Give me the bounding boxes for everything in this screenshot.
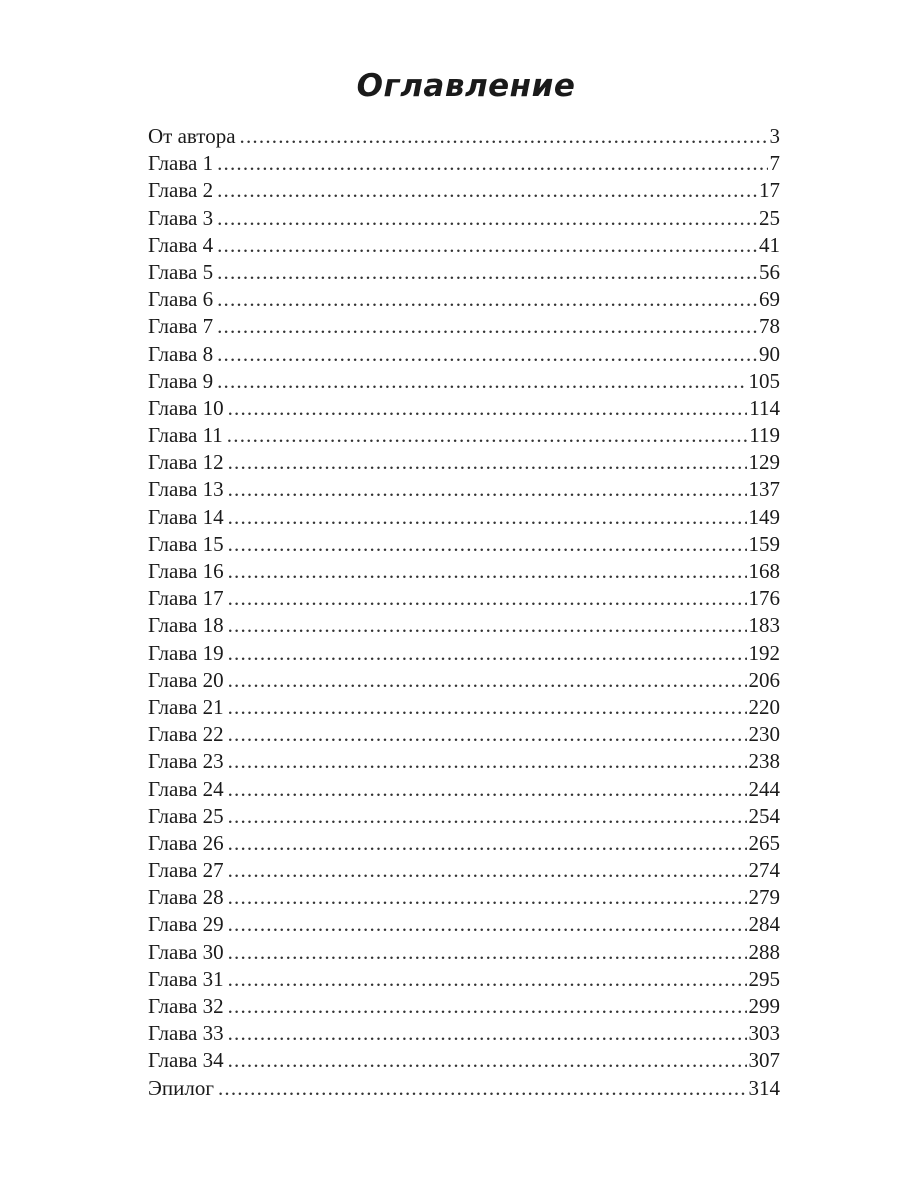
toc-entry bbox=[148, 531, 780, 558]
toc-entry-page-number: 7 bbox=[769, 151, 780, 176]
dot-leader bbox=[228, 1047, 747, 1074]
toc-entry-label: Глава 19 bbox=[148, 640, 224, 665]
toc-entry bbox=[148, 558, 780, 585]
dot-leader bbox=[218, 1075, 747, 1102]
toc-entry-label: Глава 31 bbox=[148, 966, 224, 991]
toc-entry-label: Глава 30 bbox=[148, 939, 224, 964]
dot-leader bbox=[228, 640, 747, 667]
toc-entry bbox=[148, 150, 780, 177]
toc-entry-label: Глава 4 bbox=[148, 232, 214, 257]
toc-entry bbox=[148, 640, 780, 667]
toc-entry-label: Глава 6 bbox=[148, 287, 214, 312]
toc-entry-page-number: 78 bbox=[759, 314, 780, 339]
dot-leader bbox=[217, 177, 757, 204]
toc-entry-page-number: 265 bbox=[748, 830, 780, 855]
toc-entry bbox=[148, 313, 780, 340]
toc-entry-page-number: 69 bbox=[759, 287, 780, 312]
dot-leader bbox=[228, 993, 747, 1020]
dot-leader bbox=[228, 721, 747, 748]
toc-entry-page-number: 288 bbox=[748, 939, 780, 964]
toc-entry-page-number: 56 bbox=[759, 259, 780, 284]
dot-leader bbox=[217, 313, 757, 340]
toc-entry-page-number: 105 bbox=[748, 368, 780, 393]
dot-leader bbox=[240, 123, 768, 150]
toc-entry-page-number: 17 bbox=[759, 178, 780, 203]
toc-entry-label: Глава 16 bbox=[148, 559, 224, 583]
toc-entry-page-number: 299 bbox=[748, 994, 780, 1018]
toc-entry-page-number: 41 bbox=[759, 232, 780, 257]
dot-leader bbox=[228, 884, 747, 911]
toc-entry-label: Глава 20 bbox=[148, 667, 224, 692]
dot-leader bbox=[228, 395, 748, 422]
dot-leader bbox=[228, 694, 747, 721]
toc-entry-page-number: 295 bbox=[748, 966, 780, 991]
toc-entry-label: Глава 24 bbox=[148, 776, 224, 801]
dot-leader bbox=[217, 286, 757, 313]
toc-entry bbox=[148, 341, 780, 368]
toc-entry-label: Глава 13 bbox=[148, 477, 224, 502]
toc-entry-label: Глава 23 bbox=[148, 749, 224, 774]
dot-leader bbox=[228, 966, 747, 993]
toc-entry bbox=[148, 911, 780, 938]
toc-entry bbox=[148, 830, 780, 857]
toc-entry-label: Эпилог bbox=[148, 1075, 214, 1100]
toc-entry bbox=[148, 422, 780, 449]
toc-entry bbox=[148, 259, 780, 286]
dot-leader bbox=[228, 449, 747, 476]
toc-entry-page-number: 3 bbox=[769, 124, 780, 148]
dot-leader bbox=[217, 232, 757, 259]
dot-leader bbox=[228, 776, 747, 803]
dot-leader bbox=[228, 803, 747, 830]
toc-entry bbox=[148, 857, 780, 884]
toc-entry-label: Глава 10 bbox=[148, 395, 224, 420]
toc-entry-label: Глава 28 bbox=[148, 885, 224, 910]
toc-entry bbox=[148, 966, 780, 993]
toc-entry-label: Глава 1 bbox=[148, 151, 214, 176]
toc-entry bbox=[148, 612, 780, 639]
toc-entry-page-number: 284 bbox=[748, 912, 780, 937]
toc-entry-label: Глава 11 bbox=[148, 423, 223, 448]
toc-entry bbox=[148, 1075, 780, 1102]
toc-entry-page-number: 206 bbox=[748, 667, 780, 692]
toc-entry-label: Глава 26 bbox=[148, 830, 224, 855]
dot-leader bbox=[228, 939, 747, 966]
toc-entry-label: Глава 22 bbox=[148, 722, 224, 747]
toc-entry bbox=[148, 803, 780, 830]
toc-entry bbox=[148, 504, 780, 531]
toc-entry-label: Глава 7 bbox=[148, 314, 214, 339]
toc-entry-label: Глава 25 bbox=[148, 803, 224, 828]
toc-entry-label: Глава 34 bbox=[148, 1048, 224, 1073]
toc-entry-label: Глава 5 bbox=[148, 259, 214, 284]
dot-leader bbox=[217, 368, 746, 395]
toc-entry bbox=[148, 939, 780, 966]
toc-entry bbox=[148, 884, 780, 911]
toc-entry bbox=[148, 177, 780, 204]
toc-entry bbox=[148, 205, 780, 232]
dot-leader bbox=[228, 830, 747, 857]
toc-entry-page-number: 220 bbox=[748, 694, 780, 719]
toc-entry-label: Глава 18 bbox=[148, 613, 224, 638]
toc-entry-label: Глава 8 bbox=[148, 341, 214, 366]
toc-entry-label: Глава 12 bbox=[148, 450, 224, 475]
toc-entry-label: Глава 27 bbox=[148, 858, 224, 883]
toc-entry bbox=[148, 748, 780, 775]
toc-entry-label: Глава 33 bbox=[148, 1021, 224, 1046]
toc-entry-page-number: 230 bbox=[748, 722, 780, 747]
toc-entry-label: Глава 2 bbox=[148, 178, 214, 203]
dot-leader bbox=[228, 748, 747, 775]
toc-entry-page-number: 279 bbox=[748, 885, 780, 910]
table-of-contents bbox=[148, 123, 780, 1102]
toc-entry-label: Глава 3 bbox=[148, 205, 214, 230]
dot-leader bbox=[228, 857, 747, 884]
dot-leader bbox=[228, 585, 747, 612]
toc-entry bbox=[148, 368, 780, 395]
dot-leader bbox=[217, 150, 767, 177]
dot-leader bbox=[217, 341, 757, 368]
toc-entry bbox=[148, 776, 780, 803]
dot-leader bbox=[228, 667, 747, 694]
toc-entry-label: Глава 17 bbox=[148, 586, 224, 611]
dot-leader bbox=[228, 558, 747, 585]
dot-leader bbox=[228, 476, 747, 503]
toc-entry-page-number: 159 bbox=[748, 531, 780, 556]
toc-entry-label: Глава 9 bbox=[148, 368, 214, 393]
toc-entry bbox=[148, 993, 780, 1020]
toc-entry bbox=[148, 721, 780, 748]
toc-entry bbox=[148, 476, 780, 503]
toc-entry bbox=[148, 286, 780, 313]
dot-leader bbox=[217, 259, 757, 286]
dot-leader bbox=[227, 422, 747, 449]
toc-entry-page-number: 129 bbox=[748, 450, 780, 475]
dot-leader bbox=[228, 504, 747, 531]
toc-entry bbox=[148, 123, 780, 150]
toc-entry-label: Глава 32 bbox=[148, 994, 224, 1018]
toc-entry-page-number: 176 bbox=[748, 586, 780, 611]
page-title: Оглавление bbox=[356, 68, 576, 104]
toc-entry-page-number: 183 bbox=[748, 613, 780, 638]
toc-entry-label: Глава 21 bbox=[148, 694, 224, 719]
toc-entry-page-number: 244 bbox=[748, 776, 780, 801]
dot-leader bbox=[228, 911, 747, 938]
toc-entry-page-number: 192 bbox=[748, 640, 780, 665]
toc-entry-label: От автора bbox=[148, 124, 236, 148]
dot-leader bbox=[228, 1020, 747, 1047]
toc-entry-page-number: 90 bbox=[759, 341, 780, 366]
toc-entry-page-number: 149 bbox=[748, 504, 780, 529]
toc-entry bbox=[148, 1047, 780, 1074]
toc-entry-page-number: 168 bbox=[748, 559, 780, 583]
toc-entry-page-number: 114 bbox=[749, 395, 780, 420]
toc-entry-page-number: 119 bbox=[749, 423, 780, 448]
toc-entry-page-number: 254 bbox=[748, 803, 780, 828]
toc-entry-page-number: 137 bbox=[748, 477, 780, 502]
dot-leader bbox=[228, 612, 747, 639]
toc-entry-page-number: 314 bbox=[748, 1075, 780, 1100]
toc-entry-label: Глава 29 bbox=[148, 912, 224, 937]
toc-entry-page-number: 303 bbox=[748, 1021, 780, 1046]
toc-entry bbox=[148, 694, 780, 721]
toc-entry bbox=[148, 395, 780, 422]
dot-leader bbox=[217, 205, 757, 232]
toc-entry bbox=[148, 585, 780, 612]
toc-entry-label: Глава 14 bbox=[148, 504, 224, 529]
toc-entry-page-number: 238 bbox=[748, 749, 780, 774]
toc-entry-label: Глава 15 bbox=[148, 531, 224, 556]
dot-leader bbox=[228, 531, 747, 558]
toc-entry-page-number: 25 bbox=[759, 205, 780, 230]
toc-entry-page-number: 307 bbox=[748, 1048, 780, 1073]
toc-entry bbox=[148, 667, 780, 694]
toc-entry bbox=[148, 1020, 780, 1047]
toc-entry bbox=[148, 449, 780, 476]
toc-entry bbox=[148, 232, 780, 259]
toc-entry-page-number: 274 bbox=[748, 858, 780, 883]
